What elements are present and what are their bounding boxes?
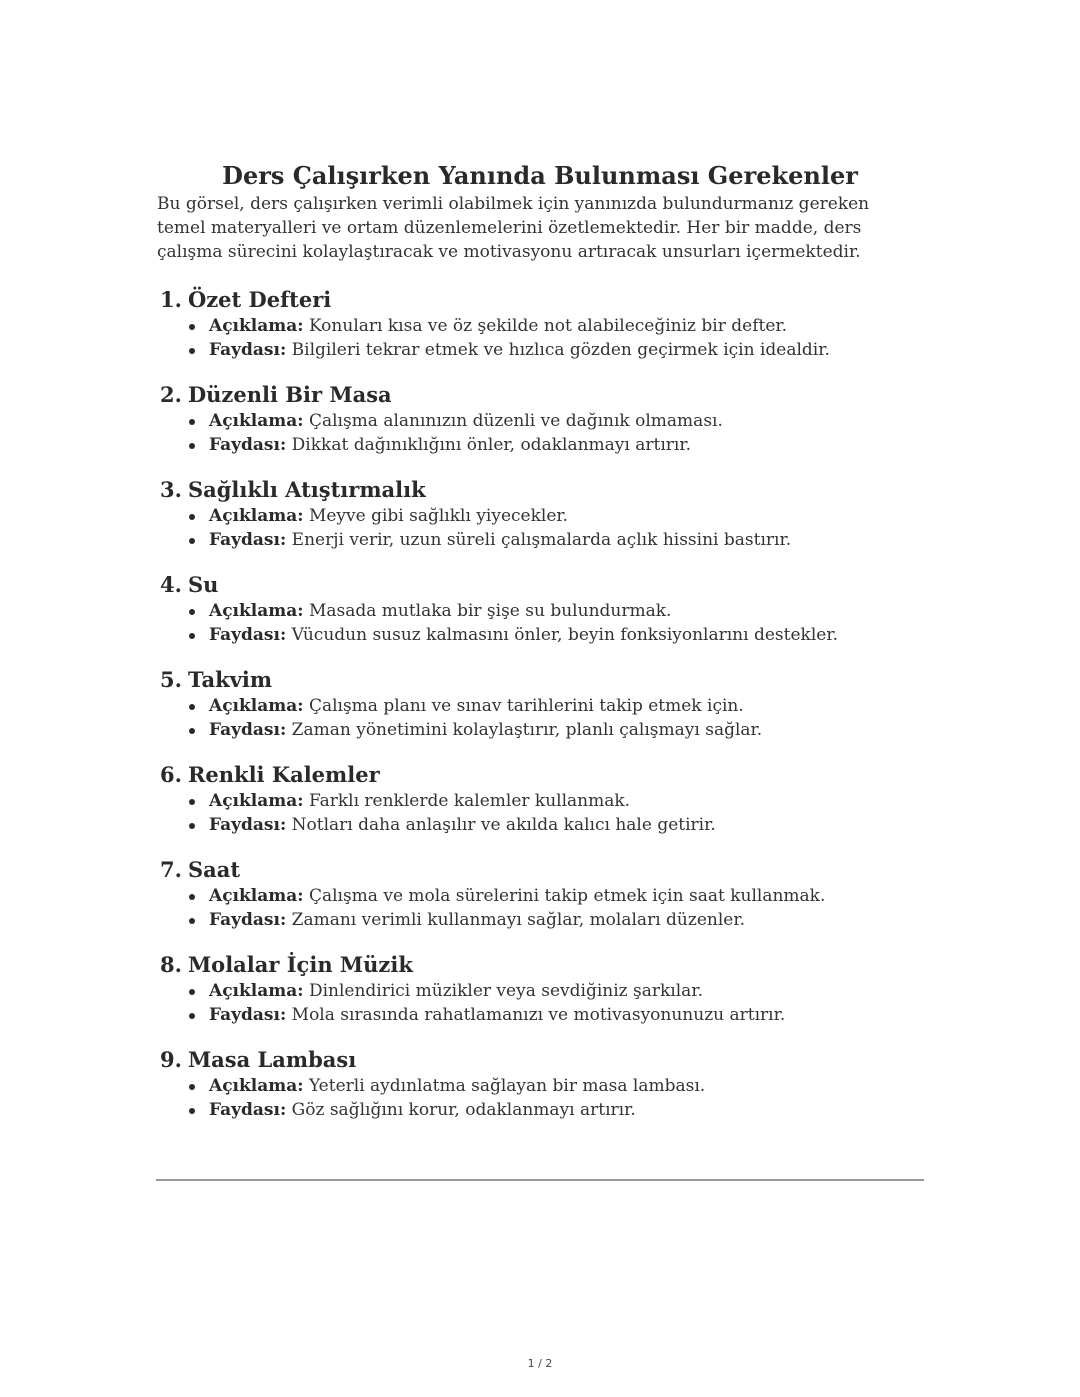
bullet-label: Açıklama:	[209, 791, 304, 811]
section-heading	[160, 666, 923, 694]
section-heading	[160, 381, 923, 409]
bullet-text: Çalışma ve mola sürelerini takip etmek için saat kullanmak.	[308, 886, 826, 906]
bullet-label: Açıklama:	[209, 506, 304, 526]
sections-list	[157, 286, 923, 1122]
bullet-label: Açıklama:	[209, 1076, 304, 1096]
section-heading	[160, 1046, 923, 1074]
section-title: Su	[187, 572, 219, 597]
bullet-text: Göz sağlığını korur, odaklanmayı artırır.	[291, 1100, 636, 1120]
bullet-label: Faydası:	[209, 720, 287, 740]
section-bullet-list	[157, 504, 923, 552]
section-bullet-list	[157, 979, 923, 1027]
benefit-item	[209, 908, 923, 932]
section-item	[157, 951, 923, 1027]
description-item	[209, 1074, 923, 1098]
bullet-label: Faydası:	[209, 435, 287, 455]
bullet-label: Faydası:	[209, 340, 287, 360]
section-title: Masa Lambası	[187, 1047, 357, 1072]
document-body	[157, 160, 923, 1122]
bullet-text: Farklı renklerde kalemler kullanmak.	[308, 791, 631, 811]
bullet-label: Açıklama:	[209, 316, 304, 336]
bullet-text: Çalışma planı ve sınav tarihlerini takip etmek için.	[308, 696, 744, 716]
benefit-item	[209, 813, 923, 837]
bullet-text: Çalışma alanınızın düzenli ve dağınık olmaması.	[308, 411, 723, 431]
bullet-text: Yeterli aydınlatma sağlayan bir masa lambası.	[308, 1076, 706, 1096]
section-number: 3.	[160, 477, 182, 502]
section-title: Saat	[187, 857, 241, 882]
benefit-item	[209, 718, 923, 742]
bullet-text: Vücudun susuz kalmasını önler, beyin fonksiyonlarını destekler.	[291, 625, 838, 645]
bullet-label: Faydası:	[209, 1100, 287, 1120]
description-item	[209, 409, 923, 433]
section-bullet-list	[157, 409, 923, 457]
section-heading	[160, 761, 923, 789]
bullet-label: Faydası:	[209, 815, 287, 835]
section-title: Renkli Kalemler	[187, 762, 380, 787]
bullet-text: Masada mutlaka bir şişe su bulundurmak.	[308, 601, 672, 621]
section-heading	[160, 286, 923, 314]
section-title: Düzenli Bir Masa	[187, 382, 392, 407]
section-heading	[160, 856, 923, 884]
bullet-label: Açıklama:	[209, 601, 304, 621]
section-heading	[160, 951, 923, 979]
section-item	[157, 1046, 923, 1122]
section-number: 6.	[160, 762, 182, 787]
section-title: Molalar İçin Müzik	[187, 952, 413, 977]
bullet-label: Açıklama:	[209, 981, 304, 1001]
section-bullet-list	[157, 789, 923, 837]
bullet-label: Faydası:	[209, 910, 287, 930]
section-number: 4.	[160, 572, 182, 597]
section-bullet-list	[157, 599, 923, 647]
benefit-item	[209, 433, 923, 457]
bullet-label: Faydası:	[209, 530, 287, 550]
section-item	[157, 571, 923, 647]
section-number: 1.	[160, 287, 182, 312]
bullet-text: Dinlendirici müzikler veya sevdiğiniz şarkılar.	[308, 981, 703, 1001]
bullet-text: Zamanı verimli kullanmayı sağlar, molaları düzenler.	[291, 910, 745, 930]
section-item	[157, 856, 923, 932]
section-item	[157, 761, 923, 837]
description-item	[209, 789, 923, 813]
bullet-text: Konuları kısa ve öz şekilde not alabileceğiniz bir defter.	[308, 316, 788, 336]
intro-paragraph: Bu görsel, ders çalışırken verimli olabilmek için yanınızda bulundurmanız gereken temel materyalleri ve ortam düzenlemelerini özetlemektedir. Her bir madde, ders çalışma sürecini kolaylaştıracak ve motivasyonu artıracak unsurları içermektedir.	[157, 194, 870, 262]
benefit-item	[209, 1003, 923, 1027]
section-heading	[160, 571, 923, 599]
description-item	[209, 504, 923, 528]
bullet-label: Açıklama:	[209, 696, 304, 716]
section-bullet-list	[157, 1074, 923, 1122]
description-item	[209, 884, 923, 908]
bullet-text: Bilgileri tekrar etmek ve hızlıca gözden geçirmek için idealdir.	[291, 340, 830, 360]
section-number: 9.	[160, 1047, 182, 1072]
bullet-text: Meyve gibi sağlıklı yiyecekler.	[308, 506, 569, 526]
section-item	[157, 476, 923, 552]
section-heading	[160, 476, 923, 504]
description-item	[209, 694, 923, 718]
section-number: 7.	[160, 857, 182, 882]
section-number: 2.	[160, 382, 182, 407]
description-item	[209, 599, 923, 623]
benefit-item	[209, 623, 923, 647]
bullet-text: Dikkat dağınıklığını önler, odaklanmayı artırır.	[291, 435, 691, 455]
section-bullet-list	[157, 884, 923, 932]
bullet-text: Mola sırasında rahatlamanızı ve motivasyonunuzu artırır.	[291, 1005, 786, 1025]
bullet-text: Notları daha anlaşılır ve akılda kalıcı hale getirir.	[291, 815, 716, 835]
benefit-item	[209, 1098, 923, 1122]
section-bullet-list	[157, 694, 923, 742]
bullet-text: Enerji verir, uzun süreli çalışmalarda açlık hissini bastırır.	[291, 530, 792, 550]
bullet-label: Açıklama:	[209, 886, 304, 906]
section-title: Özet Defteri	[187, 287, 332, 312]
bullet-text: Zaman yönetimini kolaylaştırır, planlı çalışmayı sağlar.	[291, 720, 763, 740]
description-item	[209, 314, 923, 338]
section-item	[157, 381, 923, 457]
bullet-label: Faydası:	[209, 1005, 287, 1025]
section-title: Sağlıklı Atıştırmalık	[187, 477, 426, 502]
bullet-label: Açıklama:	[209, 411, 304, 431]
description-item	[209, 979, 923, 1003]
bullet-label: Faydası:	[209, 625, 287, 645]
section-bullet-list	[157, 314, 923, 362]
benefit-item	[209, 338, 923, 362]
benefit-item	[209, 528, 923, 552]
section-title: Takvim	[187, 667, 273, 692]
section-number: 8.	[160, 952, 182, 977]
page-number: 1 / 2	[527, 1357, 553, 1370]
section-number: 5.	[160, 667, 182, 692]
section-item	[157, 666, 923, 742]
document-title: Ders Çalışırken Yanında Bulunması Gerekenler	[222, 161, 858, 190]
section-item	[157, 286, 923, 362]
horizontal-rule	[156, 1179, 924, 1181]
